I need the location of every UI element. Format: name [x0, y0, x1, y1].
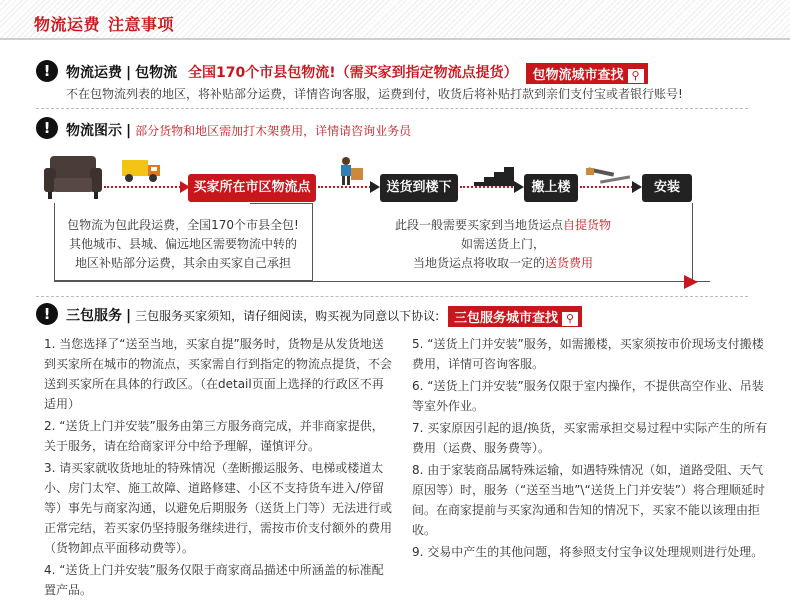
section3-note: 三包服务买家须知，请仔细阅读，购买视为同意以下协议: [135, 309, 440, 323]
flow-box-upstairs: 搬上楼 [524, 174, 578, 202]
flow-right-line-1 [318, 216, 688, 235]
flow-right-line-3-red: 送货费用 [545, 256, 594, 270]
middle-divider [312, 203, 313, 281]
flow-left-text [58, 216, 308, 273]
section1-heading [66, 62, 648, 84]
flow-arrow [318, 186, 374, 188]
title-part-b: 注意事项 [108, 15, 175, 34]
flow-box-pickup-point: 买家所在市区物流点 [188, 174, 316, 202]
section3-sep: | [126, 308, 132, 324]
flow-arrow-head [514, 181, 524, 193]
section1-title: 物流运费 [66, 65, 122, 81]
section2-title: 物流图示 [66, 123, 122, 139]
flow-right-line-3 [318, 254, 688, 273]
flow-right-line-1-text: 此段一般需要买家到当地货运点 [394, 218, 563, 232]
flow-left-line-1: 包物流为包此段运费，全国170个市县全包! [67, 218, 299, 232]
flow-box-install: 安装 [642, 174, 692, 202]
flow-right-line-2: 如需送货上门， [460, 237, 545, 251]
section2-heading [66, 120, 411, 140]
term-item: 6. “送货上门并安装”服务仅限于室内操作，不提供高空作业、吊装等室外作业。 [412, 379, 764, 413]
warranty-city-search-button[interactable] [448, 306, 582, 327]
logistics-city-search-label: 包物流城市查找 [532, 67, 624, 83]
sofa-icon [44, 154, 102, 200]
flow-arrow [460, 186, 516, 188]
flow-right-line-3-text: 当地货运点将收取一定的 [412, 256, 545, 270]
page-title [34, 12, 174, 35]
flow-right-text [318, 216, 688, 273]
term-item: 1. 当您选择了“送至当地，买家自提”服务时，货物是从发货地送到买家所在城市的物流点，买家需自行到指定的物流点提货，不会送到买家所在具体的行政区。（在detail页面上选择的行政区不再适用） [44, 337, 393, 411]
person-icon [336, 156, 364, 186]
logistics-city-search-button[interactable] [526, 63, 647, 84]
title-part-a: 物流运费 [34, 15, 101, 34]
term-item: 8. 由于家装商品属特殊运输，如遇特殊情况（如，道路受阻、天气原因等）时，服务（“送至当地”\“送货上门并安装”）将合理顺延时间。在商家提前与买家沟通和告知的情况下，买家不能以该理由拒收。 [412, 463, 765, 537]
page-header [0, 0, 790, 40]
flow-box-deliver-downstairs: 送货到楼下 [380, 174, 458, 202]
search-icon: ⚲ [628, 69, 644, 83]
search-icon: ⚲ [562, 312, 578, 326]
divider [36, 108, 748, 109]
section1-sep: | [126, 65, 132, 81]
section3-heading [66, 305, 582, 327]
term-item: 5. “送货上门并安装”服务，如需搬楼，买家须按市价现场支付搬楼费用，详情可咨询客服。 [412, 337, 764, 371]
truck-icon [122, 156, 162, 184]
flow-arrow-head [370, 181, 380, 193]
flow-right-line-1-red: 自提货物 [563, 218, 612, 232]
right-bracket [692, 203, 693, 281]
terms-right-column [412, 334, 772, 564]
warning-icon: ! [36, 60, 58, 82]
stairs-icon [474, 166, 514, 186]
terms-left-column [44, 334, 394, 602]
divider [36, 296, 748, 297]
section1-subtitle: 包物流 [135, 65, 178, 81]
flow-base-line [54, 281, 710, 282]
section1-note: 不在包物流列表的地区，将补贴部分运费，详情咨询客服，运费到付，收货后将补贴打款到亲们支付宝或者银行账号! [66, 87, 683, 101]
warranty-city-search-label: 三包服务城市查找 [454, 310, 559, 326]
flow-base-arrow-head [684, 275, 698, 289]
term-item: 9. 交易中产生的其他问题，将参照支付宝争议处理规则进行处理。 [412, 545, 764, 559]
flow-arrow [104, 186, 184, 188]
term-item: 4. “送货上门并安装”服务仅限于商家商品描述中所涵盖的标准配置产品。 [44, 563, 384, 597]
flow-arrow-head [632, 181, 642, 193]
term-item: 3. 请买家就收货地址的特殊情况（垄断搬运服务、电梯或楼道太小、房门太窄、施工故障、道路修建、小区不支持货车进入/停留等）事先与商家沟通，以避免后期服务（送货上门等）无法进行或正常完结，若买家仍坚持服务继续进行，需按市价支付额外的费用（货物卸点平面移动费等）。 [44, 461, 393, 555]
section1-highlight: 全国170个市县包物流!（需买家到指定物流点提货） [188, 65, 518, 81]
flow-left-line-3: 地区补贴部分运费，其余由买家自己承担 [74, 256, 291, 270]
tools-icon [586, 166, 632, 188]
term-item: 7. 买家原因引起的退/换货，买家需承担交易过程中实际产生的所有费用（运费、服务费等）。 [412, 421, 768, 455]
flow-left-line-2: 其他城市、县城、偏远地区需要物流中转的 [68, 237, 297, 251]
warning-icon: ! [36, 117, 58, 139]
bracket-connector [250, 203, 312, 204]
section2-note: 部分货物和地区需加打木架费用，详情请咨询业务员 [135, 124, 412, 138]
section2-sep: | [126, 123, 132, 139]
warning-icon: ! [36, 303, 58, 325]
flow-arrow [580, 186, 636, 188]
term-item: 2. “送货上门并安装”服务由第三方服务商完成，并非商家提供，关于服务，请在给商家评分中给予理解，谨慎评分。 [44, 419, 384, 453]
section3-title: 三包服务 [66, 308, 122, 324]
